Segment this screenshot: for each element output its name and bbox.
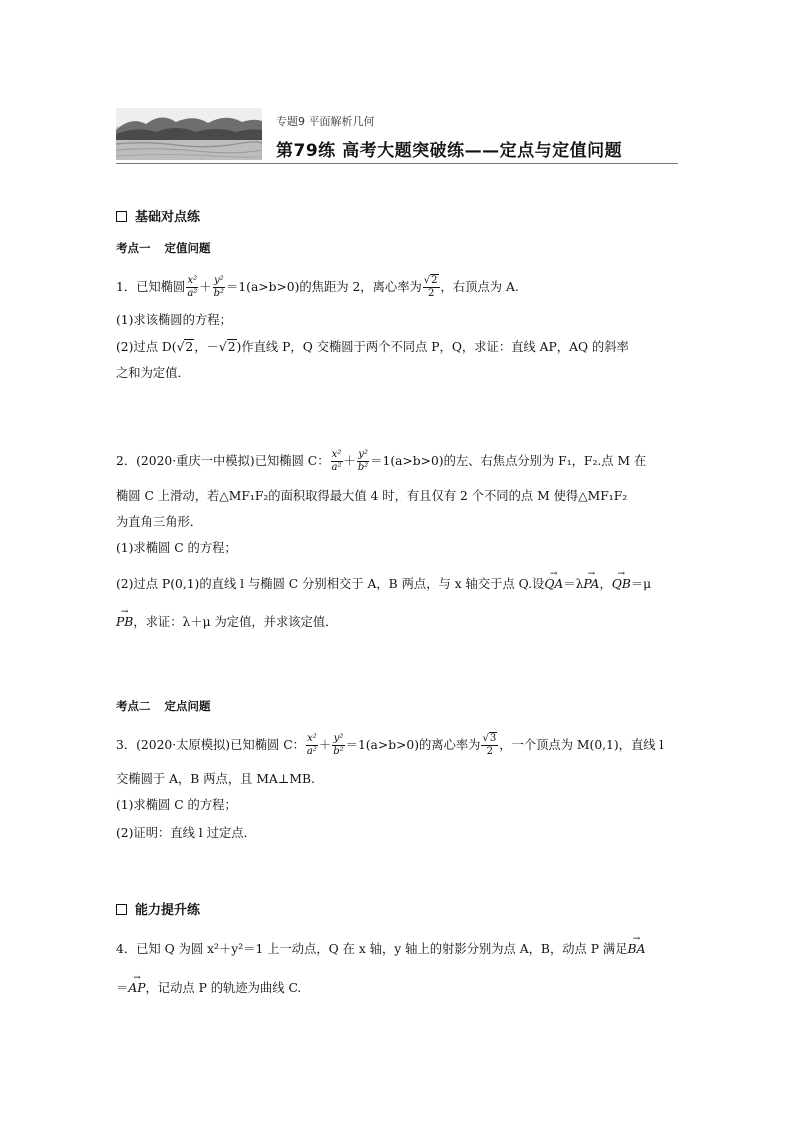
- header-divider: [116, 163, 678, 164]
- q2-part-1: (1)求椭圆 C 的方程；: [116, 541, 237, 555]
- section-advanced-heading: 能力提升练: [116, 899, 200, 918]
- q4-line-1: 4．已知 Q 为圆 x²＋y²＝1 上一动点，Q 在 x 轴，y 轴上的射影分别为点 A，B，动点 P 满足→ BA: [116, 939, 645, 959]
- section-basic-heading: 基础对点练: [116, 206, 200, 225]
- q3-line-2: 交椭圆于 A，B 两点，且 MA⊥MB.: [116, 772, 315, 786]
- header-landscape-image: [116, 108, 262, 160]
- q1-line-1: 1．已知椭圆 $\frac{\text{x²}}{\text{a²}}$ ＋ $\frac{\text{y²}}{\text{b²}}$ ＝1(a>b>0)的焦距为 2，离心率为 $\frac{√2}{2}$ ，右顶点为 A.: [116, 275, 519, 299]
- q1-part-2: (2)过点 D(√2，－√2)作直线 P，Q 交椭圆于两个不同点 P，Q，求证：直线 AP，AQ 的斜率: [116, 340, 629, 354]
- q2-part-2: (2)过点 P(0,1)的直线 l 与椭圆 C 分别相交于 A，B 两点，与 x 轴交于点 Q.设→ QA＝λ→ PA，→ QB＝μ: [116, 574, 651, 594]
- kaodian-2-heading: 考点二 定点问题: [116, 699, 211, 713]
- subject-label: 专题9 平面解析几何: [276, 115, 375, 128]
- page-title: 第79练 高考大题突破练——定点与定值问题: [276, 141, 623, 161]
- checkbox-square-icon: [116, 904, 127, 915]
- q2-line-3: 为直角三角形．: [116, 515, 203, 529]
- q3-line-1: 3．(2020·太原模拟)已知椭圆 C： $\frac{\text{x²}}{\text{a²}}$ ＋ $\frac{\text{y²}}{\text{b²}}$ ＝1(a>b>0)的离心率为 $\frac{√3}{2}$ ，一个顶点为 M(0,1)，直线 l: [116, 733, 664, 757]
- q4-line-2: ＝→ AP，记动点 P 的轨迹为曲线 C.: [116, 978, 301, 998]
- kaodian-1-heading: 考点一 定值问题: [116, 241, 211, 255]
- q2-line-2: 椭圆 C 上滑动，若△MF₁F₂的面积取得最大值 4 时，有且仅有 2 个不同的点 M 使得△MF₁F₂: [116, 489, 628, 503]
- q3-part-1: (1)求椭圆 C 的方程；: [116, 798, 237, 812]
- q2-line-1: 2．(2020·重庆一中模拟)已知椭圆 C： $\frac{\text{x²}}{\text{a²}}$ ＋ $\frac{\text{y²}}{\text{b²}}$ ＝1(a>b>0)的左、右焦点分别为 F₁，F₂.点 M 在: [116, 449, 647, 473]
- checkbox-square-icon: [116, 211, 127, 222]
- q1-part-1: (1)求该椭圆的方程；: [116, 313, 232, 327]
- q2-part-2-cont: → PB，求证：λ＋μ 为定值，并求该定值．: [116, 612, 337, 632]
- q1-part-2-cont: 之和为定值．: [116, 366, 190, 380]
- q3-part-2: (2)证明：直线 l 过定点．: [116, 826, 256, 840]
